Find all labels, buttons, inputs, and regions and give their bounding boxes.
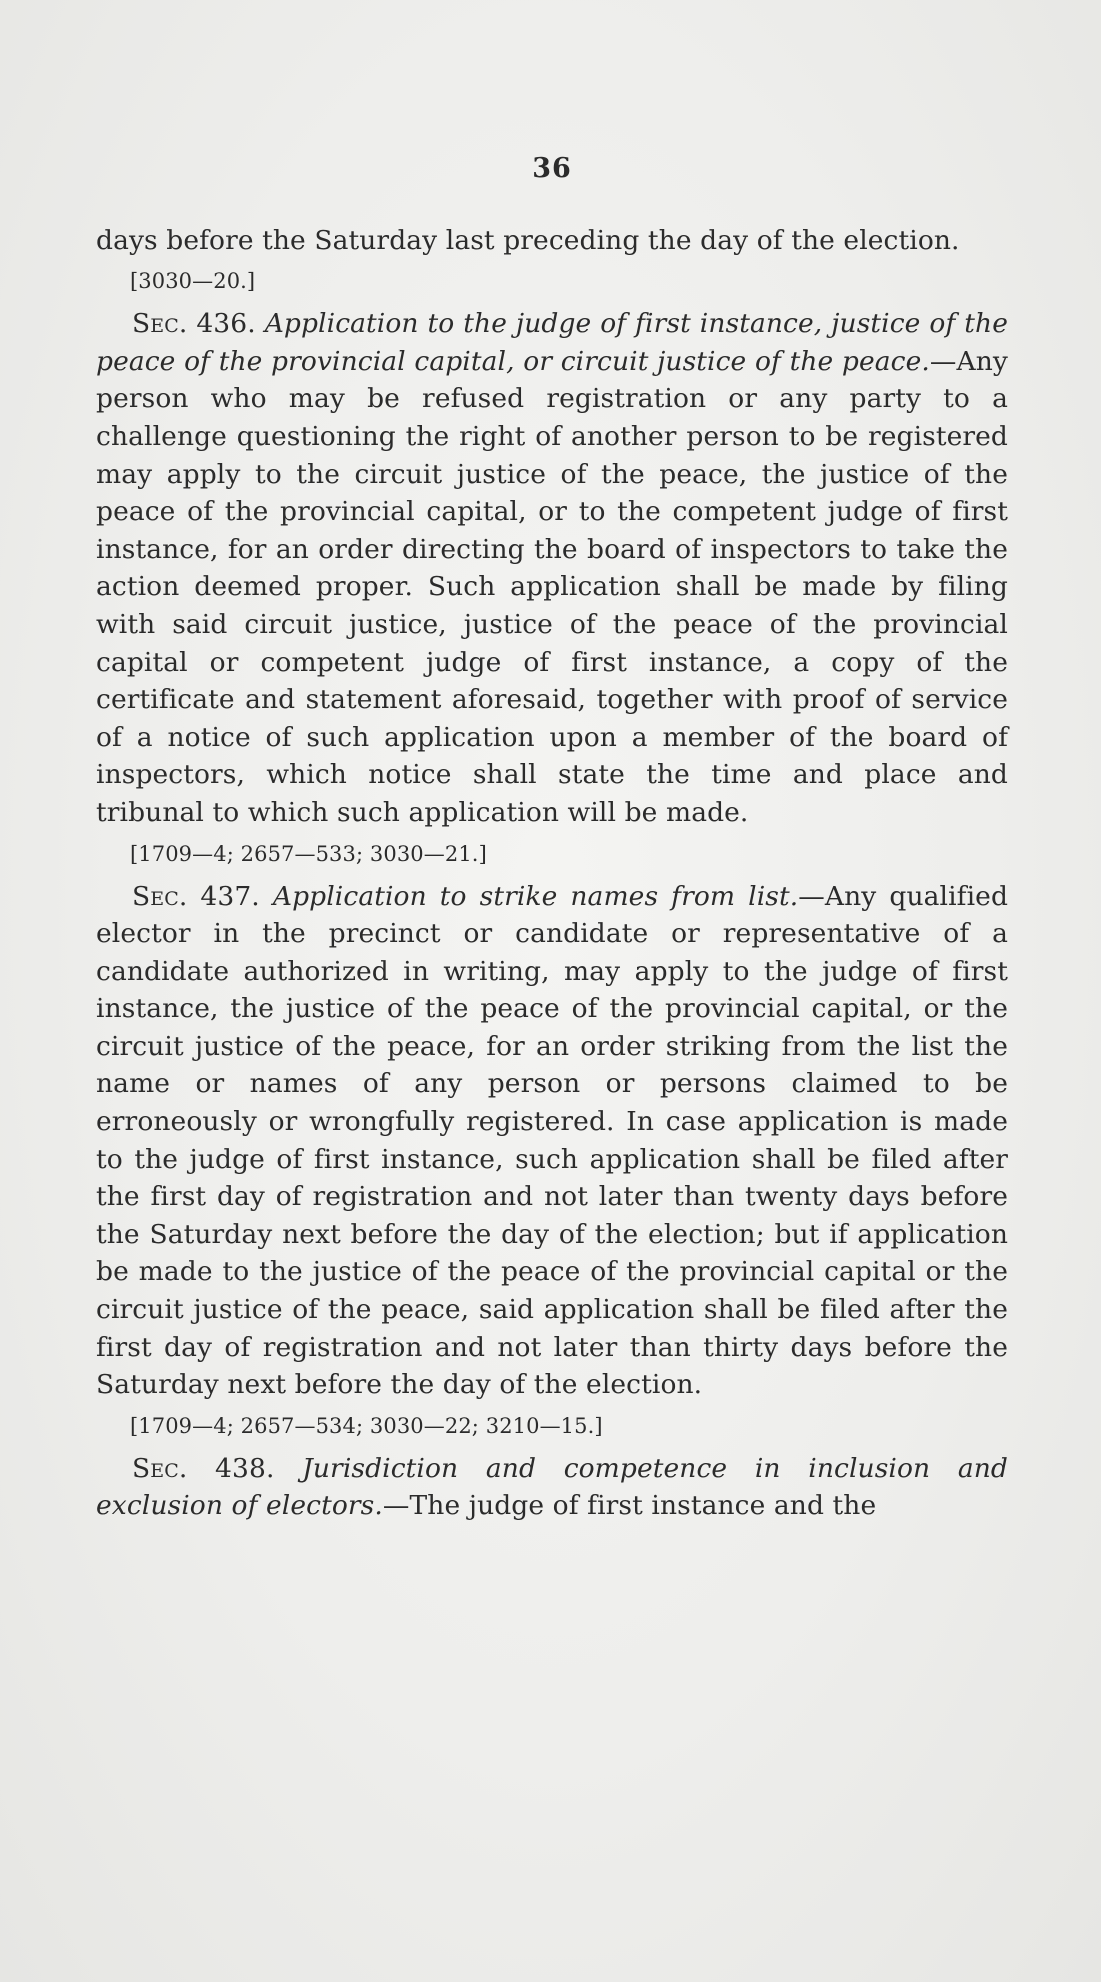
section-436-body: —Any person who may be refused registration or any party to a challenge questioning the right of another person to be registered may apply to the circuit justice of the peace, the justice of the peace of the provincial capital, or to the competent judge of first instance, for an order directing the board of inspectors to take the action deemed proper. Such application shall be made by filing with said circuit justice, justice of the peace of the provincial capital or competent judge of first instance, a copy of the certificate and statement aforesaid, together with proof of service of a notice of such application upon a member of the board of inspectors, which notice shall state the time and place and tribunal to which such application will be made. — [96, 345, 1008, 828]
section-437-title: Application to strike names from list. — [272, 880, 799, 912]
section-438-title: Jurisdiction and competence in inclusion and exclusion of electors. — [96, 1452, 1008, 1522]
opening-paragraph: days before the Saturday last preceding the day of the election. — [96, 224, 960, 256]
section-438 — [96, 1450, 1008, 1525]
section-436 — [96, 305, 1008, 831]
citation-3030-20: [3030—20.] — [130, 269, 256, 294]
section-438-label: Sec. 438. — [132, 1452, 275, 1484]
text-column — [96, 150, 1008, 1525]
page-number: 36 — [532, 153, 572, 184]
section-436-citation: [1709—4; 2657—533; 3030—21.] — [130, 841, 487, 866]
section-437-label: Sec. 437. — [132, 880, 260, 912]
section-437-body: —Any qualified elector in the precinct or candidate or representative of a candidate authorized in writing, may apply to the judge of first instance, the justice of the peace of the provincial capital, or the circuit justice of the peace, for an order striking from the list the name or names of any person or persons claimed to be erroneously or wrongfully registered. In case application is made to the judge of first instance, such application shall be filed after the first day of registration and not later than twenty days before the Saturday next before the day of the election; but if application be made to the justice of the peace of the provincial capital or the circuit justice of the peace, said application shall be filed after the first day of registration and not later than thirty days before the Saturday next before the day of the election. — [96, 880, 1009, 1401]
section-437-citation: [1709—4; 2657—534; 3030—22; 3210—15.] — [130, 1413, 603, 1438]
section-436-title: Application to the judge of first instance, justice of the peace of the provincial capital, or circuit justice of the peace. — [96, 308, 1009, 377]
section-437 — [96, 878, 1008, 1404]
section-436-label: Sec. 436. — [132, 308, 256, 340]
section-438-body: —The judge of first instance and the — [382, 1490, 877, 1522]
